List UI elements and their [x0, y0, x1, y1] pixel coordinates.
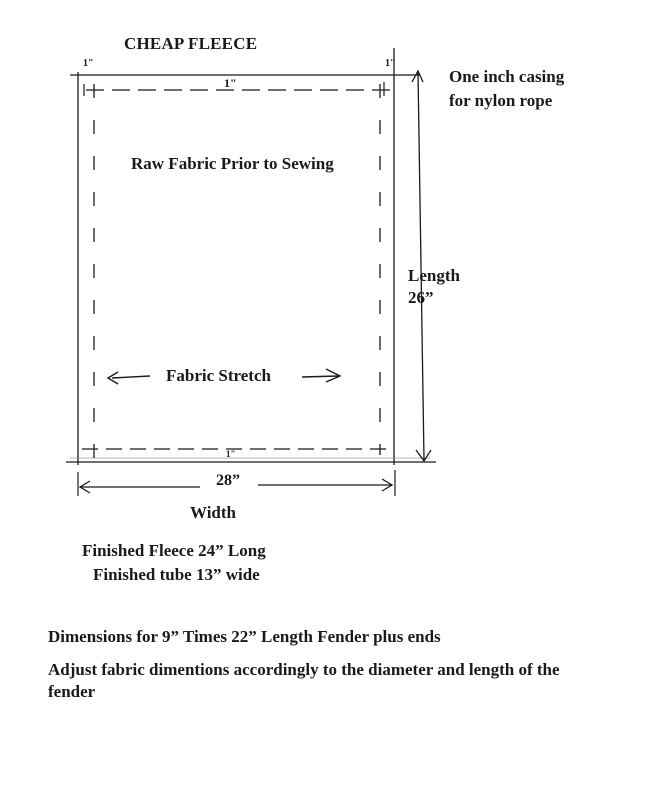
width-label: Width: [190, 503, 236, 522]
fabric-stretch-label: Fabric Stretch: [166, 366, 271, 385]
length-label-value: 26”: [408, 288, 434, 307]
diagram-title: CHEAP FLEECE: [124, 34, 258, 53]
bottom-middle-margin-mark: 1": [226, 449, 236, 459]
length-label-word: Length: [408, 266, 460, 285]
stretch-arrow-left: [108, 372, 150, 384]
stretch-arrow-right: [302, 369, 340, 382]
adjust-note: Adjust fabric dimentions accordingly to the diameter and length of the fender: [48, 660, 560, 701]
finished-width-note: Finished tube 13” wide: [93, 565, 260, 584]
length-label: [408, 265, 460, 309]
top-right-margin-mark: 1": [385, 58, 396, 69]
casing-note: [449, 65, 564, 113]
top-left-margin-mark: 1": [83, 58, 94, 69]
width-value: 28”: [216, 472, 240, 489]
raw-fabric-label: Raw Fabric Prior to Sewing: [131, 154, 334, 173]
casing-note-line2: for nylon rope: [449, 91, 553, 110]
top-middle-margin-mark: 1": [224, 76, 237, 90]
casing-note-line1: One inch casing: [449, 67, 565, 86]
finished-length-note: Finished Fleece 24” Long: [82, 541, 266, 560]
dimensions-note: Dimensions for 9” Times 22” Length Fender plus ends: [48, 627, 441, 646]
